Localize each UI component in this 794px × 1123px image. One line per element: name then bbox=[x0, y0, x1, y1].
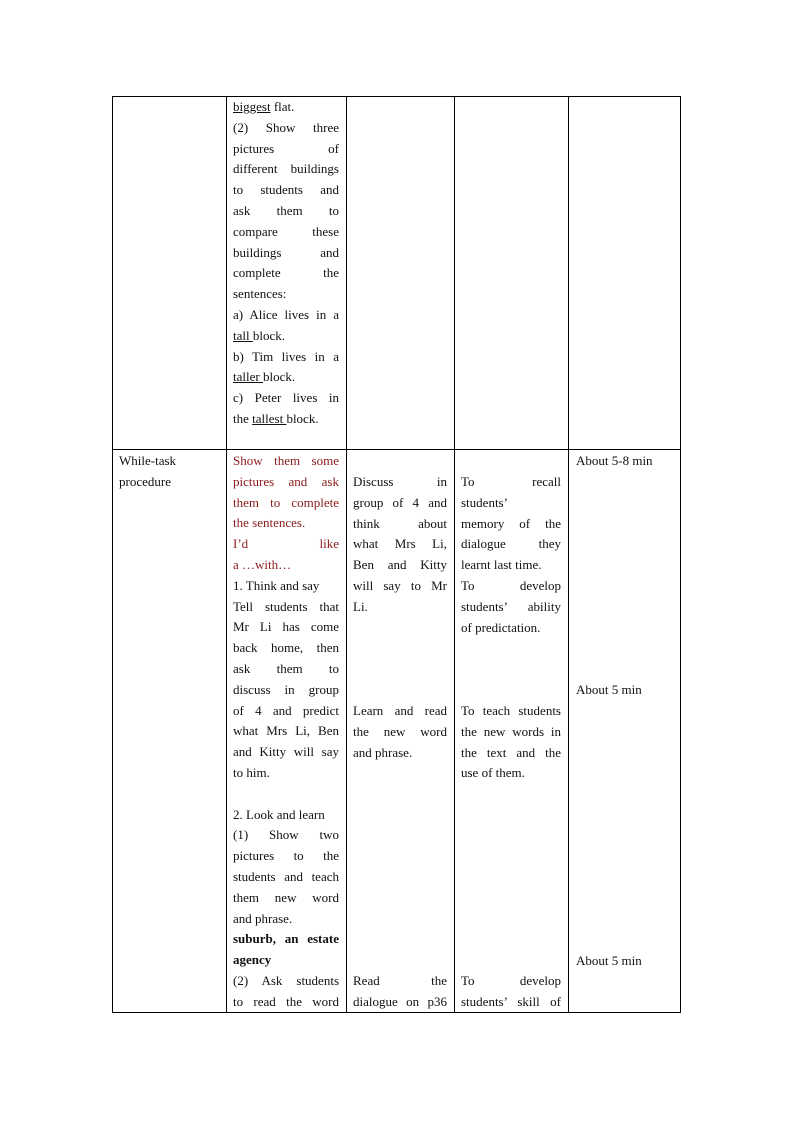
section-heading: 1. Think and say bbox=[233, 577, 320, 593]
underlined-word: tallest bbox=[252, 410, 287, 426]
student-activity-3: Read the dialogue on p36 bbox=[353, 973, 447, 1009]
underlined-word: taller bbox=[233, 369, 263, 385]
section-heading: 2. Look and learn bbox=[233, 806, 325, 822]
column-border-1 bbox=[112, 96, 113, 1013]
row1-steps-cell: biggest flat. (2) Show three pictures of different buildings to students and ask them to compare these buildings and complete the sentences: a) Alice lives in a tall block. b) Tim lives in a taller block. c) Peter lives in the tallest block. bbox=[233, 99, 339, 426]
column-border-5 bbox=[568, 96, 569, 1013]
time-1: About 5-8 min bbox=[576, 453, 653, 468]
stage-label: While-task bbox=[119, 453, 177, 468]
teacher-steps-cell: Show them some pictures and ask them to complete the sentences. I’d like a …with… 1. Think and say Tell students that Mr Li has come back home, then ask them to discuss in group of 4 and predict what Mrs Li, Ben and Kitty will say to him. 2. Look and learn (1) Show two pictures to the students and teach them new word and phrase. suburb, an estate agency (2) Ask students to read the word bbox=[233, 453, 339, 1009]
underlined-word: tall bbox=[233, 327, 253, 343]
student-activity-2: Learn and read the new word and phrase. bbox=[353, 703, 447, 760]
row-divider bbox=[112, 449, 681, 450]
stage-label: procedure bbox=[119, 473, 171, 489]
vocabulary: suburb, an estate bbox=[233, 931, 339, 947]
column-border-4 bbox=[454, 96, 455, 1013]
time-3: About 5 min bbox=[576, 953, 642, 968]
purpose-3: To develop students’ skill of bbox=[461, 973, 561, 1009]
purpose-1: To recall students’ memory of the dialogue they learnt last time. To develop students’ ability of predictation. bbox=[461, 474, 561, 635]
purpose-2: To teach students the new words in the text and the use of them. bbox=[461, 703, 561, 781]
underlined-word: biggest bbox=[233, 99, 271, 114]
column-border-6 bbox=[680, 96, 681, 1013]
column-border-3 bbox=[346, 96, 347, 1013]
column-border-2 bbox=[226, 96, 227, 1013]
table-top-border bbox=[112, 96, 681, 97]
student-activity-1: Discuss in group of 4 and think about what Mrs Li, Ben and Kitty will say to Mr Li. bbox=[353, 474, 447, 614]
vocabulary: agency bbox=[233, 952, 272, 968]
time-2: About 5 min bbox=[576, 682, 642, 697]
stage-cell bbox=[119, 451, 219, 493]
